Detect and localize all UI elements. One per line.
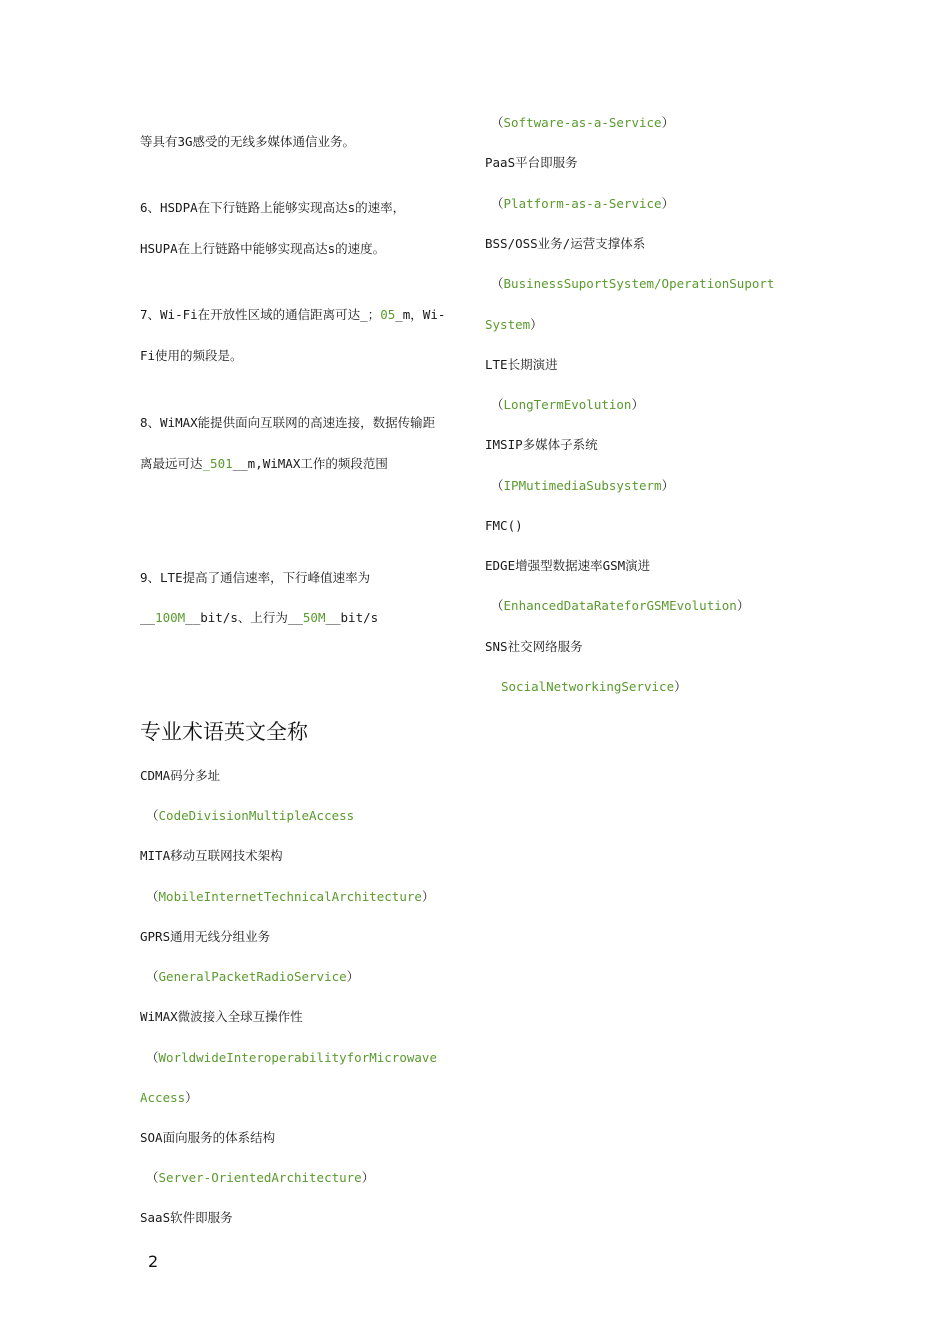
paren-open: （ xyxy=(491,478,504,493)
question-8-line-1: 8、WiMAX能提供面向互联网的高速连接，数据传输距 xyxy=(140,415,436,430)
q7-text-post: _m，Wi- xyxy=(395,307,446,322)
term-soa-en xyxy=(146,1170,374,1186)
term-gprs-en xyxy=(146,969,359,985)
term-paas-fullname: Platform-as-a-Service xyxy=(503,196,662,211)
paren-close: ） xyxy=(661,478,675,493)
term-lte-en xyxy=(491,397,644,413)
paren-open: （ xyxy=(146,808,159,823)
term-paas: PaaS平台即服务 xyxy=(485,155,578,170)
section-heading: 专业术语英文全称 xyxy=(140,720,308,744)
term-bss: BSS/OSS业务/运营支撑体系 xyxy=(485,236,646,251)
term-wimax-en-line-2 xyxy=(140,1090,198,1106)
question-7-line-2: Fi使用的频段是。 xyxy=(140,348,243,363)
term-imsip-en xyxy=(491,478,674,494)
q7-answer: 05 xyxy=(380,307,396,322)
q7-text-pre: 7、Wi-Fi在开放性区域的通信距离可达_； xyxy=(140,307,381,322)
paren-close: ） xyxy=(530,317,543,332)
question-6-line-2: HSUPA在上行链路中能够实现高达s的速度。 xyxy=(140,241,386,256)
term-cdma-en xyxy=(146,808,354,824)
paren-close: ） xyxy=(674,679,687,694)
paren-open: （ xyxy=(491,196,504,211)
term-saas-fullname: Software-as-a-Service xyxy=(503,115,662,130)
q8-text-post: __m,WiMAX工作的频段范围 xyxy=(232,456,388,471)
paren-close: ） xyxy=(631,397,644,412)
term-wimax-fullname-b: Access xyxy=(140,1090,186,1105)
term-mita: MITA移动互联网技术架构 xyxy=(140,848,283,863)
term-gprs-fullname: GeneralPacketRadioService xyxy=(158,969,347,984)
q9-text-mid: __bit/s、上行为__ xyxy=(185,610,303,625)
q9-answer-down: 100M xyxy=(155,610,186,625)
paren-open: （ xyxy=(146,969,159,984)
question-6-line-1: 6、HSDPA在下行链路上能够实现高达s的速率， xyxy=(140,200,406,215)
page-number: 2 xyxy=(148,1252,159,1271)
term-edge-en xyxy=(491,598,749,614)
term-lte-fullname: LongTermEvolution xyxy=(503,397,632,412)
paren-close: ） xyxy=(661,115,675,130)
term-imsip: IMSIP多媒体子系统 xyxy=(485,437,598,452)
q9-text-post: __bit/s xyxy=(325,610,379,625)
term-wimax: WiMAX微波接入全球互操作性 xyxy=(140,1009,303,1024)
term-soa: SOA面向服务的体系结构 xyxy=(140,1130,276,1145)
paren-close: ） xyxy=(346,969,360,984)
paren-open: （ xyxy=(491,276,504,291)
term-saas: SaaS软件即服务 xyxy=(140,1210,233,1225)
paren-close: ） xyxy=(185,1090,198,1105)
term-cdma: CDMA码分多址 xyxy=(140,768,221,783)
paren-open: （ xyxy=(491,115,504,130)
text-line-3g: 等具有3G感受的无线多媒体通信业务。 xyxy=(140,134,356,149)
term-sns-en xyxy=(501,679,687,695)
term-saas-en xyxy=(491,115,674,131)
paren-open: （ xyxy=(491,397,504,412)
question-9-line-1: 9、LTE提高了通信速率，下行峰值速率为 xyxy=(140,570,371,585)
term-mita-fullname: MobileInternetTechnicalArchitecture xyxy=(158,889,422,904)
paren-open: （ xyxy=(146,1170,159,1185)
term-bss-fullname-b: System xyxy=(485,317,531,332)
q8-text-pre: 离最远可达 xyxy=(140,456,203,471)
term-bss-en-line-2 xyxy=(485,317,543,333)
term-mita-en xyxy=(146,889,434,905)
term-wimax-en-line-1 xyxy=(146,1050,437,1066)
term-cdma-fullname: CodeDivisionMultipleAccess xyxy=(158,808,355,823)
paren-open: （ xyxy=(146,889,159,904)
question-9-line-2 xyxy=(140,610,378,626)
paren-close: ） xyxy=(661,196,675,211)
term-edge: EDGE增强型数据速率GSM演进 xyxy=(485,558,651,573)
term-wimax-fullname-a: WorldwideInteroperabilityforMicrowave xyxy=(158,1050,437,1065)
q9-blank-1: __ xyxy=(140,610,156,625)
paren-open: （ xyxy=(146,1050,159,1065)
paren-open: （ xyxy=(491,598,504,613)
term-imsip-fullname: IPMutimediaSubsysterm xyxy=(503,478,662,493)
question-8-line-2 xyxy=(140,456,388,472)
paren-close: ） xyxy=(421,889,435,904)
term-sns: SNS社交网络服务 xyxy=(485,639,583,654)
paren-close: ） xyxy=(361,1170,375,1185)
q9-answer-up: 50M xyxy=(302,610,326,625)
term-fmc: FMC() xyxy=(485,518,523,533)
term-lte: LTE长期演进 xyxy=(485,357,558,372)
paren-close: ） xyxy=(736,598,750,613)
term-bss-fullname-a: BusinessSuportSystem/OperationSuport xyxy=(503,276,775,291)
term-edge-fullname: EnhancedDataRateforGSMEvolution xyxy=(503,598,737,613)
term-gprs: GPRS通用无线分组业务 xyxy=(140,929,271,944)
q8-answer: _501 xyxy=(202,456,233,471)
term-bss-en-line-1 xyxy=(491,276,774,292)
question-7-line-1 xyxy=(140,307,445,323)
term-paas-en xyxy=(491,196,674,212)
term-sns-fullname: SocialNetworkingService xyxy=(501,679,675,694)
term-soa-fullname: Server-OrientedArchitecture xyxy=(158,1170,362,1185)
